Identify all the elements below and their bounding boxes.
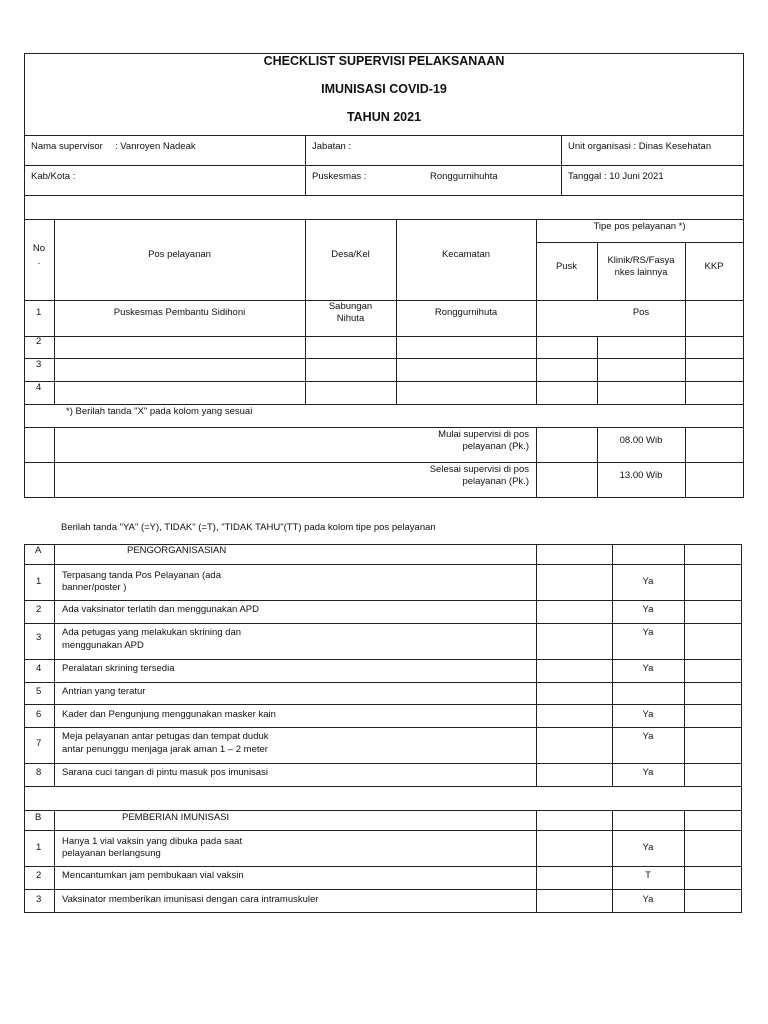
tanggal: Tanggal : 10 Juni 2021 [568,171,664,182]
supervisor-label: Nama supervisor [31,141,103,152]
supervisor-value: : Vanroyen Nadeak [115,141,196,152]
a1-no: 1 [36,576,42,587]
doc-title-line-3: TAHUN 2021 [346,110,422,124]
b3-value: Ya [642,894,654,905]
selesai-value: 13.00 Wib [619,470,663,481]
unit-organisasi: Unit organisasi : Dinas Kesehatan [568,141,712,152]
a6-value: Ya [642,709,654,720]
row1-no: 1 [36,307,42,318]
col-header-klinik-2: nkes lainnya [614,267,668,278]
section-b-letter: B [35,812,42,823]
section-b-title: PEMBERIAN IMUNISASI [122,812,230,823]
a3-value: Ya [642,627,654,638]
row1-desa-1: Sabungan [328,301,373,312]
col-header-klinik-1: Klinik/RS/Fasya [607,255,675,266]
doc-title-line-2: IMUNISASI COVID-19 [321,82,447,96]
section-a-title: PENGORGANISASIAN [127,545,227,556]
a3-no: 3 [36,632,42,643]
a4-text-1: Peralatan skrining tersedia [62,663,175,674]
col-header-kkp: KKP [704,261,724,272]
col-header-pusk: Pusk [555,261,578,272]
row3-no: 3 [36,359,42,370]
a6-no: 6 [36,709,42,720]
a8-text-1: Sarana cuci tangan di pintu masuk pos imunisasi [62,767,268,778]
selesai-label-1: Selesai supervisi di pos [429,464,529,475]
a8-value: Ya [642,767,654,778]
puskesmas-value: Ronggurnihuhta [430,171,498,182]
jabatan-label: Jabatan : [312,141,352,152]
col-header-no: No [32,243,46,254]
b1-no: 1 [36,842,42,853]
a7-text-1: Meja pelayanan antar petugas dan tempat duduk [62,731,269,742]
a3-text-2: menggunakan APD [62,640,144,651]
col-header-no-dot: . [37,256,41,267]
row2-no: 2 [36,336,42,347]
a1-text-2: banner/poster ) [62,582,127,593]
doc-title-line-1: CHECKLIST SUPERVISI PELAKSANAAN [263,54,505,68]
section-a-letter: A [35,545,42,556]
b2-value: T [645,870,651,881]
selesai-label-2: pelayanan (Pk.) [462,476,529,487]
a7-text-2: antar penunggu menjaga jarak aman 1 – 2 meter [62,744,268,755]
col-header-kecamatan: Kecamatan [441,249,491,260]
row1-tipe: Pos [632,307,650,318]
b2-text-1: Mencantumkan jam pembukaan vial vaksin [62,870,244,881]
b2-no: 2 [36,870,42,881]
a5-no: 5 [36,686,42,697]
a2-text-1: Ada vaksinator terlatih dan menggunakan APD [62,604,259,615]
col-header-desa: Desa/Kel [331,249,370,260]
a2-no: 2 [36,604,42,615]
puskesmas-label: Puskesmas : [312,171,367,182]
a1-value: Ya [642,576,654,587]
kabkota-label: Kab/Kota : [31,171,76,182]
instruction: Berilah tanda "YA" (=Y), TIDAK" (=T), "TIDAK TAHU"(TT) pada kolom tipe pos pelayanan [61,522,436,533]
a1-text-1: Terpasang tanda Pos Pelayanan (ada [62,570,221,581]
b3-no: 3 [36,894,42,905]
a4-value: Ya [642,663,654,674]
b1-value: Ya [642,842,654,853]
a2-value: Ya [642,604,654,615]
b3-text-1: Vaksinator memberikan imunisasi dengan cara intramuskuler [62,894,319,905]
a8-no: 8 [36,767,42,778]
row1-desa-2: Nihuta [336,313,365,324]
a7-value: Ya [642,731,654,742]
a4-no: 4 [36,663,42,674]
row1-kecamatan: Ronggurnihuta [434,307,498,318]
footnote: *) Berilah tanda "X" pada kolom yang sesuai [66,406,253,417]
b1-text-1: Hanya 1 vial vaksin yang dibuka pada saat [62,836,243,847]
mulai-label-2: pelayanan (Pk.) [462,441,529,452]
row4-no: 4 [36,382,42,393]
row1-pos: Puskesmas Pembantu Sidihoni [113,307,246,318]
a6-text-1: Kader dan Pengunjung menggunakan masker kain [62,709,276,720]
a3-text-1: Ada petugas yang melakukan skrining dan [62,627,242,638]
mulai-value: 08.00 Wib [619,435,663,446]
col-header-pos: Pos pelayanan [148,249,211,260]
a5-text-1: Antrian yang teratur [62,686,146,697]
b1-text-2: pelayanan berlangsung [62,848,161,859]
mulai-label-1: Mulai supervisi di pos [438,429,529,440]
col-header-tipe: Tipe pos pelayanan *) [593,221,686,232]
a7-no: 7 [36,738,42,749]
